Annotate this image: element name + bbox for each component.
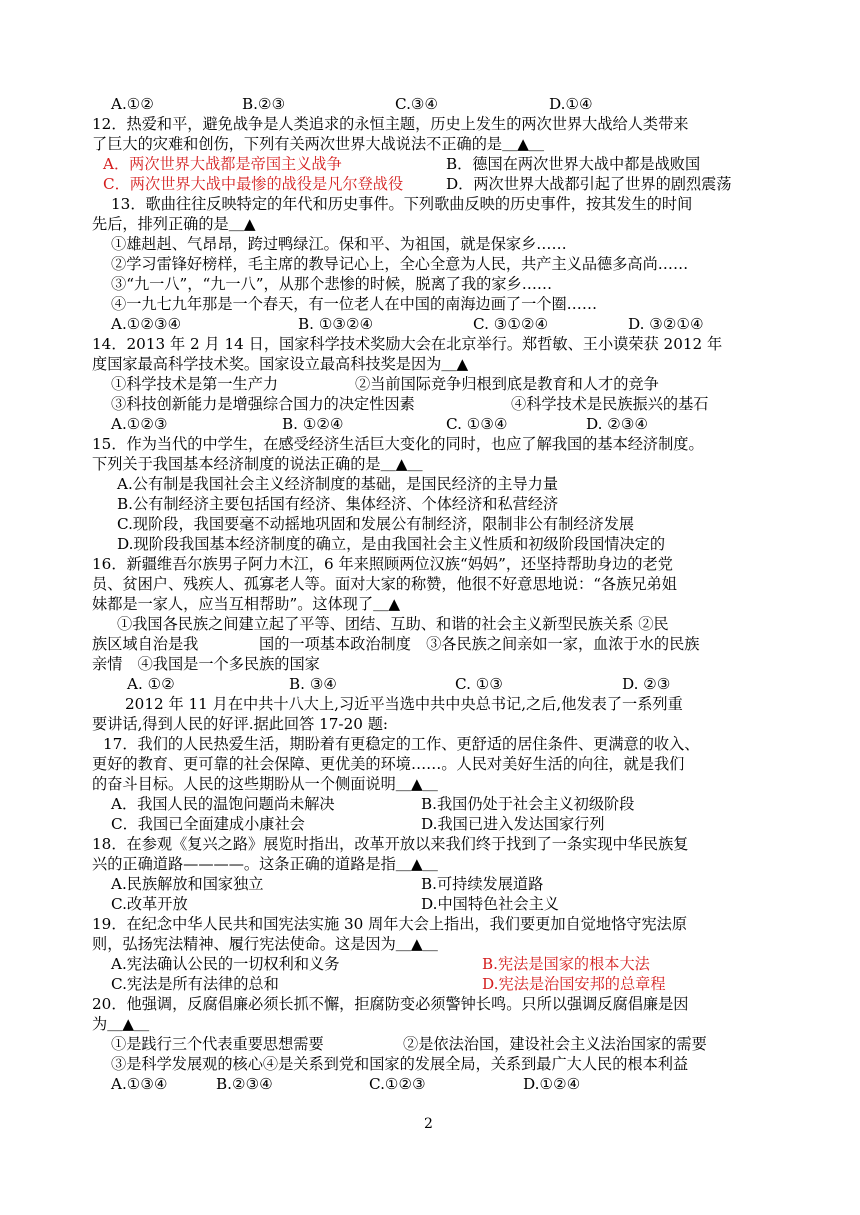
q14-option-c: C. ①③④ xyxy=(446,415,508,433)
q16-stem-line2: 员、贫困户、残疾人、孤寡老人等。面对大家的称赞，他很不好意思地说：“各族兄弟姐 xyxy=(92,575,677,593)
q12-stem-line1: 12．热爱和平，避免战争是人类追求的永恒主题，历史上发生的两次世界大战给人类带来 xyxy=(92,115,689,133)
q14-option-d: D. ②③④ xyxy=(586,415,649,433)
q13-item-4: ④一九七九年那是一个春天，有一位老人在中国的南海边画了一个圈…… xyxy=(111,295,597,313)
q17-stem-line1: 17．我们的人民热爱生活，期盼着有更稳定的工作、更舒适的居住条件、更满意的收入、 xyxy=(103,735,700,753)
q13-option-d: D. ③②①④ xyxy=(628,315,704,333)
q13-option-a: A.①②③④ xyxy=(111,315,182,333)
q20-stem-line2: 为＿▲＿ xyxy=(92,1015,150,1033)
q11-option-b: B.②③ xyxy=(242,95,286,113)
q15-option-b: B.公有制经济主要包括国有经济、集体经济、个体经济和私营经济 xyxy=(117,495,559,513)
q13-option-c: C. ③①②④ xyxy=(473,315,549,333)
q12-option-b: B．德国在两次世界大战中都是战败国 xyxy=(446,155,701,173)
q15-stem-line2: 下列关于我国基本经济制度的说法正确的是＿▲＿ xyxy=(92,455,423,473)
q12-option-d: D．两次世界大战都引起了世界的剧烈震荡 xyxy=(446,175,732,193)
q15-stem-line1: 15．作为当代的中学生，在感受经济生活巨大变化的同时，也应了解我国的基本经济制度。 xyxy=(92,435,704,453)
q19-option-d: D.宪法是治国安邦的总章程 xyxy=(482,975,666,993)
q14-stem-line1: 14．2013 年 2 月 14 日，国家科学技术奖励大会在北京举行。郑哲敏、王小谟荣获 2012 年 xyxy=(92,335,723,353)
q16-item-line2a: 族区域自治是我 xyxy=(92,635,199,653)
q15-option-a: A.公有制是我国社会主义经济制度的基础，是国民经济的主导力量 xyxy=(117,475,559,493)
q14-option-b: B. ①②④ xyxy=(282,415,344,433)
q16-option-c: C. ①③ xyxy=(455,675,503,693)
q14-stem-line2: 度国家最高科学技术奖。国家设立最高科技奖是因为＿▲ xyxy=(92,355,469,373)
page-number: 2 xyxy=(424,1116,433,1132)
q20-item-1: ①是践行三个代表重要思想需要 xyxy=(111,1035,324,1053)
q12-stem-line2: 了巨大的灾难和创伤，下列有关两次世界大战说法不正确的是＿▲＿ xyxy=(92,135,545,153)
q11-option-a: A.①② xyxy=(111,95,155,113)
q13-option-b: B. ①③②④ xyxy=(298,315,374,333)
intro-line1: 2012 年 11 月在中共十八大上,习近平当选中共中央总书记,之后,他发表了一系列重 xyxy=(125,695,683,713)
q17-stem-line2: 更好的教育、更可靠的社会保障、更优美的环境……。人民对美好生活的向往，就是我们 xyxy=(92,755,685,773)
q20-option-b: B.②③④ xyxy=(216,1075,273,1093)
q14-item-1: ①科学技术是第一生产力 xyxy=(111,375,279,393)
q18-option-a: A.民族解放和国家独立 xyxy=(111,875,264,893)
q18-stem-line1: 18．在参观《复兴之路》展览时指出，改革开放以来我们终于找到了一条实现中华民族复 xyxy=(92,835,689,853)
q20-item-3-4: ③是科学发展观的核心④是关系到党和国家的发展全局，关系到最广大人民的根本利益 xyxy=(111,1055,689,1073)
q20-stem-line1: 20．他强调，反腐倡廉必须长抓不懈，拒腐防变必须警钟长鸣。只所以强调反腐倡廉是因 xyxy=(92,995,689,1013)
q17-option-d: D.我国已进入发达国家行列 xyxy=(421,815,605,833)
q15-option-d: D.现阶段我国基本经济制度的确立，是由我国社会主义性质和初级阶段国情决定的 xyxy=(117,535,666,553)
q20-option-d: D.①②④ xyxy=(523,1075,581,1093)
q16-item-line3: 亲情 ④我国是一个多民族的国家 xyxy=(92,655,320,673)
q19-stem-line1: 19．在纪念中华人民共和国宪法实施 30 周年大会上指出，我们要更加自觉地恪守宪法原 xyxy=(92,915,688,933)
q16-option-a: A. ①② xyxy=(127,675,175,693)
q11-option-d: D.①④ xyxy=(549,95,593,113)
q17-stem-line3: 的奋斗目标。人民的这些期盼从一个侧面说明＿▲＿ xyxy=(92,775,438,793)
q12-option-a: A．两次世界大战都是帝国主义战争 xyxy=(103,155,342,173)
q11-option-c: C.③④ xyxy=(395,95,439,113)
q13-item-2: ②学习雷锋好榜样，毛主席的教导记心上，全心全意为人民，共产主义品德多高尚…… xyxy=(111,255,689,273)
q16-option-b: B. ③④ xyxy=(289,675,338,693)
q18-option-d: D.中国特色社会主义 xyxy=(421,895,559,913)
q16-stem-line3: 妹都是一家人，应当互相帮助”。这体现了＿▲ xyxy=(92,595,401,613)
q20-item-2: ②是依法治国，建设社会主义法治国家的需要 xyxy=(403,1035,707,1053)
q18-option-c: C.改革开放 xyxy=(111,895,188,913)
q13-stem-line2: 先后，排列正确的是＿▲ xyxy=(92,215,256,233)
q19-option-b: B.宪法是国家的根本大法 xyxy=(482,955,650,973)
q13-item-3: ③“九一八”，“九一八”，从那个悲惨的时候，脱离了我的家乡…… xyxy=(111,275,553,293)
q16-item-line1: ①我国各民族之间建立起了平等、团结、互助、和谐的社会主义新型民族关系 ②民 xyxy=(117,615,669,633)
q14-item-4: ④科学技术是民族振兴的基石 xyxy=(511,395,709,413)
q19-stem-line2: 则，弘扬宪法精神、履行宪法使命。这是因为＿▲＿ xyxy=(92,935,438,953)
q17-option-a: A．我国人民的温饱问题尚未解决 xyxy=(111,795,335,813)
q13-stem-line1: 13．歌曲往往反映特定的年代和历史事件。下列歌曲反映的历史事件，按其发生的时间 xyxy=(111,195,693,213)
q14-option-a: A.①②③ xyxy=(111,415,168,433)
q16-item-line2b: 国的一项基本政治制度 ③各民族之间亲如一家，血浓于水的民族 xyxy=(259,635,700,653)
q17-option-b: B.我国仍处于社会主义初级阶段 xyxy=(421,795,635,813)
q18-option-b: B.可持续发展道路 xyxy=(421,875,544,893)
q16-stem-line1: 16．新疆维吾尔族男子阿力木江，6 年来照顾两位汉族“妈妈”，还坚持帮助身边的老党 xyxy=(92,555,673,573)
q19-option-a: A.宪法确认公民的一切权利和义务 xyxy=(111,955,340,973)
q20-option-c: C.①②③ xyxy=(369,1075,426,1093)
q14-item-2: ②当前国际竞争归根到底是教育和人才的竞争 xyxy=(355,375,659,393)
q12-option-c: C．两次世界大战中最惨的战役是凡尔登战役 xyxy=(103,175,404,193)
q18-stem-line2: 兴的正确道路————。这条正确的道路是指＿▲＿ xyxy=(92,855,438,873)
q20-option-a: A.①③④ xyxy=(111,1075,168,1093)
q13-item-1: ①雄赳赳、气昂昂，跨过鸭绿江。保和平、为祖国，就是保家乡…… xyxy=(111,235,567,253)
q19-option-c: C.宪法是所有法律的总和 xyxy=(111,975,279,993)
q15-option-c: C.现阶段，我国要毫不动摇地巩固和发展公有制经济，限制非公有制经济发展 xyxy=(117,515,635,533)
q14-item-3: ③科技创新能力是增强综合国力的决定性因素 xyxy=(111,395,415,413)
q17-option-c: C．我国已全面建成小康社会 xyxy=(111,815,305,833)
intro-line2: 要讲话,得到人民的好评.据此回答 17-20 题: xyxy=(92,715,389,733)
q16-option-d: D. ②③ xyxy=(622,675,671,693)
